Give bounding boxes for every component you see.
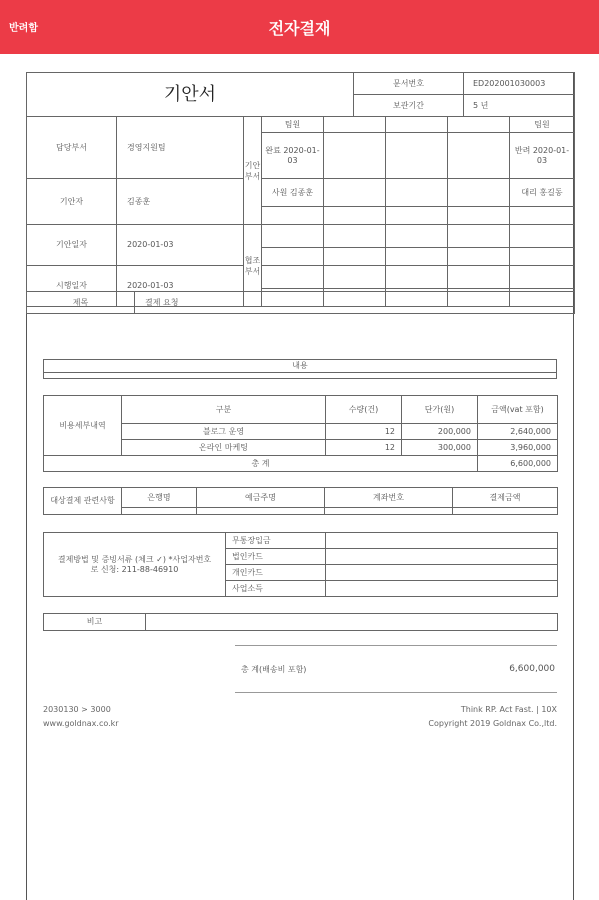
table-row — [44, 440, 558, 456]
expense-total-value: 6,600,000 — [478, 456, 558, 472]
expense-total-label: 총 계 — [44, 456, 478, 472]
payee-header-account: 계좌번호 — [325, 488, 453, 508]
approval-empty-cell — [510, 207, 575, 225]
expense-item: 온라인 마케팅 — [122, 440, 326, 456]
approver-2-name — [324, 179, 386, 207]
payee-empty-cell — [453, 508, 558, 515]
draft-date-value: 2020-01-03 — [117, 225, 244, 266]
exec-date-label: 시행일자 — [27, 266, 117, 307]
doc-number-label: 문서번호 — [354, 73, 464, 95]
payment-method-transfer: 무통장입금 — [226, 533, 326, 549]
approver-5-name: 대리 홍길동 — [510, 179, 575, 207]
remarks-table — [43, 613, 558, 631]
approval-empty-cell — [324, 207, 386, 225]
coop-empty-cell — [324, 266, 386, 289]
drafter-label: 기안자 — [27, 179, 117, 225]
payment-check-cell[interactable] — [326, 549, 558, 565]
payment-check-cell[interactable] — [326, 533, 558, 549]
approver-1-status: 완료 2020-01-03 — [262, 133, 324, 179]
draft-document — [26, 72, 574, 900]
payee-table — [43, 487, 558, 515]
payee-header-holder: 예금주명 — [197, 488, 325, 508]
coop-empty-cell — [386, 266, 448, 289]
doc-number-value: ED202001030003 — [464, 73, 575, 95]
payee-header-amount: 결제금액 — [453, 488, 558, 508]
payment-method-personal-card: 개인카드 — [226, 565, 326, 581]
approval-empty-cell — [262, 207, 324, 225]
approval-info-table — [26, 116, 575, 307]
table-row — [44, 424, 558, 440]
footer-slogan: Think RP. Act Fast. | 10X — [460, 705, 557, 714]
remarks-label: 비고 — [44, 614, 146, 631]
payment-check-cell[interactable] — [326, 581, 558, 597]
payment-method-corp-card: 법인카드 — [226, 549, 326, 565]
page-title: 전자결재 — [268, 19, 331, 38]
approver-3-position — [386, 117, 448, 133]
footer-website: www.goldnax.co.kr — [43, 719, 119, 728]
approver-4-position — [448, 117, 510, 133]
approver-4-name — [448, 179, 510, 207]
payee-empty-cell — [197, 508, 325, 515]
expense-qty: 12 — [326, 440, 402, 456]
grand-total-summary — [235, 645, 557, 693]
approval-empty-cell — [386, 207, 448, 225]
coop-empty-cell — [510, 225, 575, 248]
draft-date-label: 기안일자 — [27, 225, 117, 266]
coop-empty-cell — [324, 248, 386, 266]
drafter-value: 김종훈 — [117, 179, 244, 225]
coop-empty-cell — [386, 225, 448, 248]
expense-item: 블로그 운영 — [122, 424, 326, 440]
coop-empty-cell — [262, 266, 324, 289]
coop-empty-cell — [448, 266, 510, 289]
dept-value: 경영지원팀 — [117, 117, 244, 179]
expense-table — [43, 395, 558, 472]
retention-label: 보관기간 — [354, 95, 464, 117]
footer-reference: 2030130 > 3000 — [43, 705, 111, 714]
content-label: 내용 — [44, 360, 557, 373]
footer-left — [43, 703, 119, 731]
payment-method-table — [43, 532, 558, 597]
approver-3-name — [386, 179, 448, 207]
payee-section-label: 대상결제 관련사항 — [44, 488, 122, 515]
subject-table — [26, 291, 575, 314]
exec-date-value: 2020-01-03 — [117, 266, 244, 307]
remarks-value — [146, 614, 558, 631]
coop-empty-cell — [510, 266, 575, 289]
expense-section-label: 비용세부내역 — [44, 396, 122, 456]
expense-header-item: 구분 — [122, 396, 326, 424]
coop-empty-cell — [448, 248, 510, 266]
expense-header-price: 단가(원) — [402, 396, 478, 424]
coop-empty-cell — [262, 225, 324, 248]
payment-section-label: 결제방법 및 증빙서류 (체크 ✓) *사업자번호로 신청: 211-88-46910 — [44, 533, 226, 597]
expense-amount: 3,960,000 — [478, 440, 558, 456]
expense-price: 300,000 — [402, 440, 478, 456]
subject-label: 제목 — [27, 292, 135, 314]
approver-3-status — [386, 133, 448, 179]
coop-empty-cell — [510, 248, 575, 266]
coop-empty-cell — [324, 225, 386, 248]
payee-empty-cell — [122, 508, 197, 515]
expense-header-amount: 금액(vat 포함) — [478, 396, 558, 424]
payee-header-bank: 은행명 — [122, 488, 197, 508]
approver-2-status — [324, 133, 386, 179]
rejected-box-button[interactable]: 반려함 — [9, 23, 38, 34]
approval-empty-cell — [448, 207, 510, 225]
subject-value: 결제 요청 — [135, 292, 575, 314]
expense-amount: 2,640,000 — [478, 424, 558, 440]
document-title: 기안서 — [27, 73, 354, 117]
draft-dept-vertical-label: 기안부서 — [244, 117, 262, 225]
approver-2-position — [324, 117, 386, 133]
content-body — [44, 373, 557, 379]
retention-value: 5 년 — [464, 95, 575, 117]
footer-copyright: Copyright 2019 Goldnax Co.,ltd. — [428, 719, 557, 728]
payment-check-cell[interactable] — [326, 565, 558, 581]
payment-method-business-income: 사업소득 — [226, 581, 326, 597]
coop-empty-cell — [262, 248, 324, 266]
approver-5-position: 팀원 — [510, 117, 575, 133]
coop-empty-cell — [386, 248, 448, 266]
footer-right — [428, 703, 557, 731]
payee-empty-cell — [325, 508, 453, 515]
content-table — [43, 359, 557, 379]
approver-4-status — [448, 133, 510, 179]
grand-total-label: 총 계(배송비 포함) — [241, 665, 307, 674]
document-header-table — [26, 72, 575, 117]
expense-price: 200,000 — [402, 424, 478, 440]
approver-5-status: 반려 2020-01-03 — [510, 133, 575, 179]
coop-dept-vertical-label: 협조부서 — [244, 225, 262, 307]
approver-1-name: 사원 김종훈 — [262, 179, 324, 207]
dept-label: 담당부서 — [27, 117, 117, 179]
grand-total-value: 6,600,000 — [509, 664, 555, 674]
top-app-bar — [0, 0, 599, 54]
approver-1-position: 팀원 — [262, 117, 324, 133]
expense-header-qty: 수량(건) — [326, 396, 402, 424]
expense-qty: 12 — [326, 424, 402, 440]
coop-empty-cell — [448, 225, 510, 248]
